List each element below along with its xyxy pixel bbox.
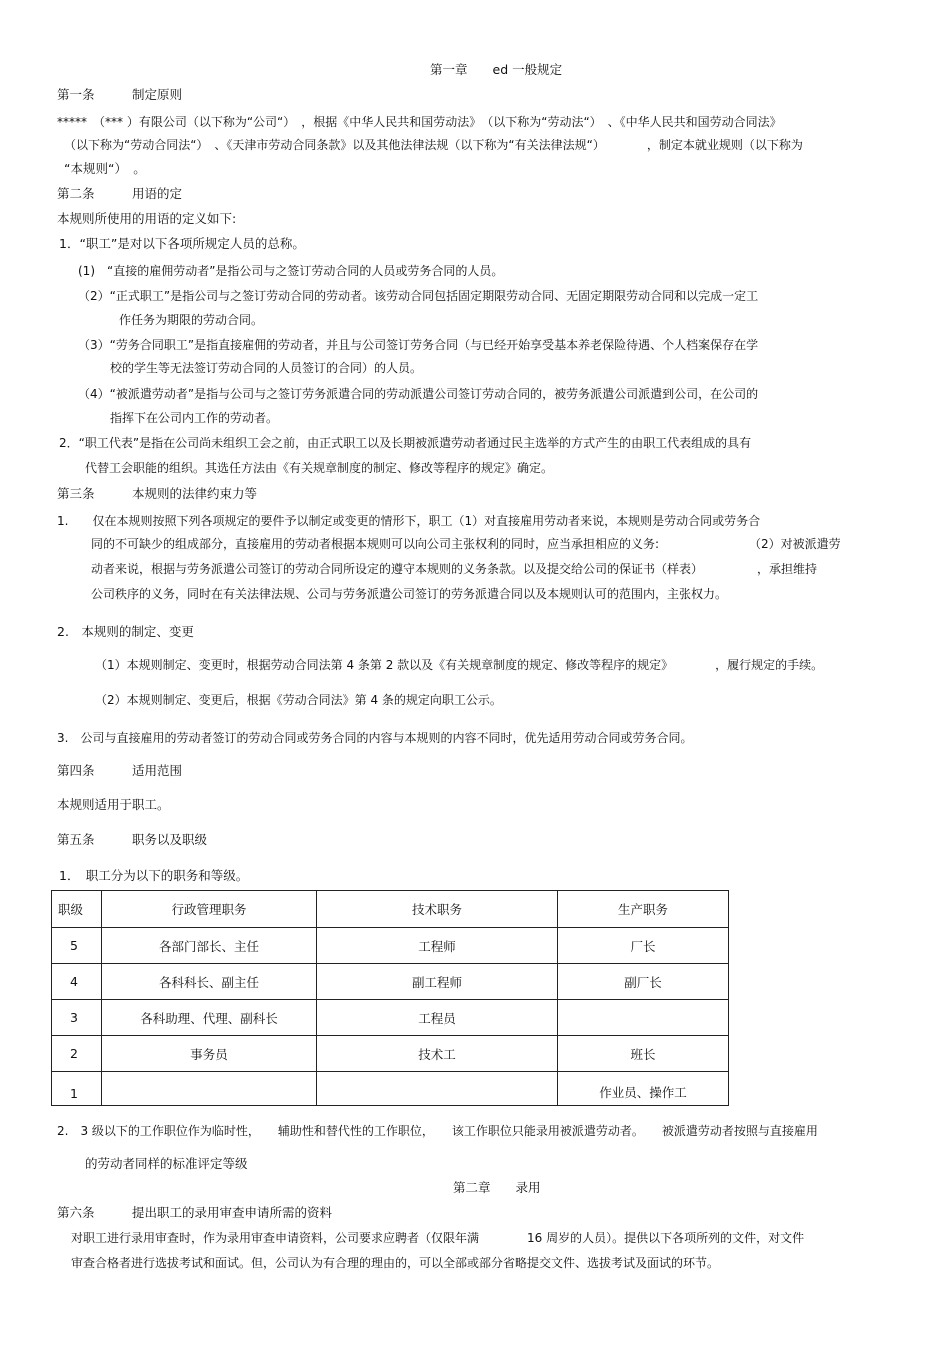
article-3-subitem-1: （1）本规则制定、变更时，根据劳动合同法第 4 条第 2 款以及《有关规章制度的规定、修改等程序的规定》 ，履行规定的手续。 [95, 658, 824, 672]
table-cell: 4 [52, 964, 102, 1000]
table-cell: 班长 [558, 1036, 729, 1072]
table-row [52, 1036, 729, 1072]
article-2-heading: 第二条 用语的定 [57, 186, 183, 201]
article-3-item-1: 1. 仅在本规则按照下列各项规定的要件予以制定或变更的情形下，职工（1）对直接雇用劳动者来说，本规则是劳动合同或劳务合 [57, 514, 761, 528]
table-row [52, 928, 729, 964]
table-cell [558, 1000, 729, 1036]
article-5-item-2: 的劳动者同样的标准评定等级 [85, 1156, 248, 1171]
table-cell: 3 [52, 1000, 102, 1036]
table-row [52, 1000, 729, 1036]
table-cell: 技术工 [317, 1036, 558, 1072]
table-cell: 作业员、操作工 [558, 1072, 729, 1106]
article-3-item-1: 公司秩序的义务，同时在有关法律法规、公司与劳务派遣公司签订的劳务派遣合同以及本规则认可的范围内，主张权力。 [91, 587, 728, 601]
article-2-subitem-3: （3）“劳务合同职工”是指直接雇佣的劳动者，并且与公司签订劳务合同（与已经开始享受基本养老保险待遇、个人档案保存在学 [78, 338, 759, 352]
article-5-heading: 第五条 职务以及职级 [57, 832, 208, 847]
article-3-subitem-2: （2）本规则制定、变更后，根据《劳动合同法》第 4 条的规定向职工公示。 [95, 693, 502, 707]
article-2-subitem-4: （4）“被派遣劳动者”是指与公司与之签订劳务派遣合同的劳动派遣公司签订劳动合同的，被劳务派遣公司派遣到公司，在公司的 [78, 387, 759, 401]
table-cell: 工程员 [317, 1000, 558, 1036]
table-header-cell: 行政管理职务 [102, 891, 317, 928]
article-2-item-2: 代替工会职能的组织。其选任方法由《有关规章制度的制定、修改等程序的规定》确定。 [85, 461, 554, 475]
article-3-heading: 第三条 本规则的法律约束力等 [57, 486, 258, 501]
table-cell: 5 [52, 928, 102, 964]
article-5-item-2: 2. 3 级以下的工作职位作为临时性， 辅助性和替代性的工作职位， 该工作职位只能录用被派遣劳动者。 被派遣劳动者按照与直接雇用 [57, 1124, 818, 1138]
article-2-subitem-2: 作任务为期限的劳动合同。 [119, 313, 264, 327]
article-2-subitem-3: 校的学生等无法签订劳动合同的人员签订的合同）的人员。 [110, 361, 423, 375]
table-header-cell: 职级 [52, 891, 102, 928]
article-4-text: 本规则适用于职工。 [57, 797, 170, 812]
article-2-item-1: 1．“职工”是对以下各项所规定人员的总称。 [59, 236, 305, 251]
article-2-intro: 本规则所使用的用语的定义如下: [57, 211, 237, 226]
chapter-1-title: 第一章 ed 一般规定 [430, 62, 563, 77]
article-1-text: （以下称为“劳动合同法“） 、《天津市劳动合同条款》以及其他法律法规（以下称为“有关法律法规“） ，制定本就业规则（以下称为 [64, 138, 803, 152]
article-6-heading: 第六条 提出职工的录用审查申请所需的资料 [57, 1205, 333, 1220]
table-cell: 工程师 [317, 928, 558, 964]
table-cell: 各科助理、代理、副科长 [102, 1000, 317, 1036]
table-cell: 厂长 [558, 928, 729, 964]
table-row [52, 964, 729, 1000]
article-4-heading: 第四条 适用范围 [57, 763, 183, 778]
article-3-item-1: 同的不可缺少的组成部分，直接雇用的劳动者根据本规则可以向公司主张权利的同时，应当承担相应的义务: （2）对被派遣劳 [91, 537, 841, 551]
table-header-row [52, 891, 729, 928]
article-2-subitem-2: （2）“正式职工”是指公司与之签订劳动合同的劳动者。该劳动合同包括固定期限劳动合同、无固定期限劳动合同和以完成一定工 [78, 289, 759, 303]
table-cell: 副厂长 [558, 964, 729, 1000]
table-cell [317, 1072, 558, 1106]
article-6-text: 对职工进行录用审查时，作为录用审查申请资料，公司要求应聘者（仅限年满 16 周岁的人员）。提供以下各项所列的文件，对文件 [71, 1231, 805, 1245]
chapter-2-title: 第二章 录用 [453, 1180, 541, 1195]
position-grade-table [51, 890, 729, 1106]
table-cell: 1 [52, 1072, 102, 1106]
article-3-item-2: 2. 本规则的制定、变更 [57, 624, 194, 639]
article-3-item-1: 动者来说，根据与劳务派遣公司签订的劳动合同所设定的遵守本规则的义务条款。以及提交给公司的保证书（样表） ，承担维持 [91, 562, 818, 576]
article-1-heading: 第一条 制定原则 [57, 87, 183, 102]
article-1-text: “本规则“） 。 [64, 161, 146, 176]
table-cell: 事务员 [102, 1036, 317, 1072]
article-1-text: ***** （*** ）有限公司（以下称为“公司“） ，根据《中华人民共和国劳动法》 （以下称为“劳动法“） 、《中华人民共和国劳动合同法》 [57, 115, 782, 129]
table-cell: 各部门部长、主任 [102, 928, 317, 964]
table-row [52, 1072, 729, 1106]
article-2-subitem-1: (1) “直接的雇佣劳动者”是指公司与之签订劳动合同的人员或劳务合同的人员。 [78, 264, 504, 278]
article-5-item-1: 1． 职工分为以下的职务和等级。 [59, 868, 249, 883]
table-cell: 副工程师 [317, 964, 558, 1000]
table-cell: 各科科长、副主任 [102, 964, 317, 1000]
article-6-text: 审查合格者进行选拔考试和面试。但，公司认为有合理的理由的，可以全部或部分省略提交文件、选拔考试及面试的环节。 [71, 1256, 720, 1270]
article-2-subitem-4: 指挥下在公司内工作的劳动者。 [110, 411, 279, 425]
table-header-cell: 生产职务 [558, 891, 729, 928]
article-2-item-2: 2．“职工代表”是指在公司尚未组织工会之前，由正式职工以及长期被派遣劳动者通过民主选举的方式产生的由职工代表组成的具有 [59, 436, 752, 450]
table-cell: 2 [52, 1036, 102, 1072]
table-header-cell: 技术职务 [317, 891, 558, 928]
table-cell [102, 1072, 317, 1106]
article-3-item-3: 3. 公司与直接雇用的劳动者签订的劳动合同或劳务合同的内容与本规则的内容不同时，优先适用劳动合同或劳务合同。 [57, 731, 693, 745]
